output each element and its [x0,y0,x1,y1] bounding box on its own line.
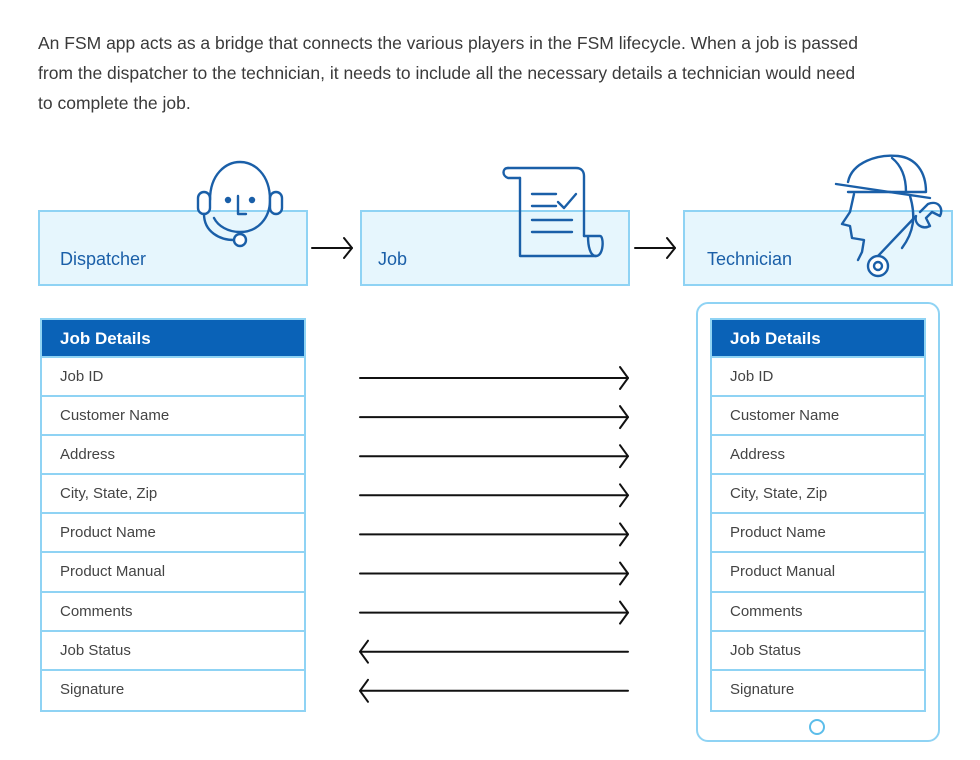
table-row: Product Manual [42,553,304,592]
table-row: City, State, Zip [712,475,924,514]
table-header: Job Details [712,320,924,358]
table-row: Job Status [712,632,924,671]
flow-arrow-right [360,523,628,545]
intro-line-2: from the dispatcher to the technician, it needs to include all the necessary details a technician would need [38,63,856,83]
flow-arrow-right [360,563,628,585]
table-row: Product Name [712,514,924,553]
flow-arrow-right [360,484,628,506]
dispatcher-job-details-table [40,318,306,712]
flow-arrow-left [360,680,628,702]
technician-job-details-table [710,318,926,712]
technician-label: Technician [707,249,793,269]
flow-arrow-right [360,602,628,624]
intro-line-1: An FSM app acts as a bridge that connects the various players in the FSM lifecycle. When a job is passed [38,33,858,53]
flow-arrow-right [360,445,628,467]
flow-arrow-right [360,367,628,389]
arrow-dispatcher-to-job [312,238,352,258]
intro-line-3: to complete the job. [38,93,191,113]
table-header: Job Details [42,320,304,358]
arrow-job-to-technician [635,238,675,258]
table-row: Signature [730,680,795,698]
table-row: Customer Name [712,397,924,436]
table-row: City, State, Zip [42,475,304,514]
tablet-home-button [809,719,825,735]
table-row: Product Name [42,514,304,553]
job-label: Job [378,249,408,269]
table-row: Job Status [42,632,304,671]
flow-arrow-left [360,641,628,663]
table-row: Comments [42,593,304,632]
table-row: Address [42,436,304,475]
dispatcher-label: Dispatcher [60,249,147,269]
table-row: Signature [60,680,125,698]
table-row: Product Manual [712,553,924,592]
table-row: Job ID [42,358,304,397]
table-row: Comments [712,593,924,632]
table-row: Address [712,436,924,475]
flow-arrow-right [360,406,628,428]
table-row: Customer Name [42,397,304,436]
table-row: Job ID [712,358,924,397]
